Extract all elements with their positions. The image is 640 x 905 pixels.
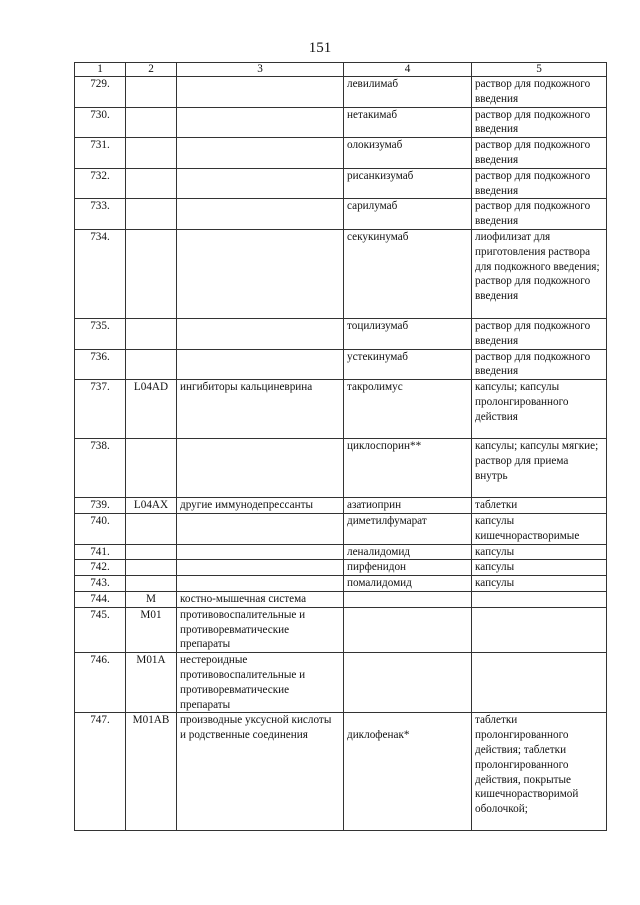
- group-name: [177, 138, 344, 169]
- drug-name: нетакимаб: [344, 107, 472, 138]
- row-number: 741.: [75, 544, 126, 560]
- dosage-form: раствор для подкожного введения: [472, 138, 607, 169]
- group-name: [177, 77, 344, 108]
- row-number: 736.: [75, 349, 126, 380]
- drug-name: левилимаб: [344, 77, 472, 108]
- table-row: [75, 229, 607, 318]
- header-col-5: 5: [472, 63, 607, 77]
- dosage-form: раствор для подкожного введения: [472, 168, 607, 199]
- atc-code: [126, 168, 177, 199]
- drug-name: диклофенак*: [344, 713, 472, 831]
- atc-code: M: [126, 591, 177, 607]
- dosage-form: раствор для подкожного введения: [472, 349, 607, 380]
- group-name: костно-мышечная система: [177, 591, 344, 607]
- drug-name: олокизумаб: [344, 138, 472, 169]
- atc-code: [126, 199, 177, 230]
- group-name: нестероидные противовоспалительные и противоревматические препараты: [177, 653, 344, 713]
- drug-name: помалидомид: [344, 576, 472, 592]
- header-col-2: 2: [126, 63, 177, 77]
- group-name: [177, 229, 344, 318]
- group-name: [177, 107, 344, 138]
- drug-name: рисанкизумаб: [344, 168, 472, 199]
- group-name: [177, 513, 344, 544]
- row-number: 746.: [75, 653, 126, 713]
- dosage-form: раствор для подкожного введения: [472, 107, 607, 138]
- dosage-form: раствор для подкожного введения: [472, 199, 607, 230]
- dosage-form: капсулы кишечнорастворимые: [472, 513, 607, 544]
- atc-code: [126, 138, 177, 169]
- drug-name: устекинумаб: [344, 349, 472, 380]
- atc-code: [126, 229, 177, 318]
- table-row: [75, 199, 607, 230]
- row-number: 732.: [75, 168, 126, 199]
- drug-name: тоцилизумаб: [344, 318, 472, 349]
- row-number: 734.: [75, 229, 126, 318]
- drug-name: циклоспорин**: [344, 439, 472, 498]
- row-number: 745.: [75, 607, 126, 652]
- row-number: 738.: [75, 439, 126, 498]
- row-number: 742.: [75, 560, 126, 576]
- drug-name: пирфенидон: [344, 560, 472, 576]
- drug-name: такролимус: [344, 380, 472, 439]
- row-number: 733.: [75, 199, 126, 230]
- table-row: [75, 498, 607, 514]
- row-number: 743.: [75, 576, 126, 592]
- group-name: [177, 576, 344, 592]
- table-row: [75, 318, 607, 349]
- dosage-form: лиофилизат для приготовления раствора для подкожного введения; раствор для подкожного введения: [472, 229, 607, 318]
- drug-name: [344, 653, 472, 713]
- atc-code: M01A: [126, 653, 177, 713]
- table-row: [75, 607, 607, 652]
- group-name: [177, 199, 344, 230]
- atc-code: M01AB: [126, 713, 177, 831]
- drug-table: [74, 62, 607, 831]
- group-name: [177, 560, 344, 576]
- table-row: [75, 544, 607, 560]
- table-row: [75, 560, 607, 576]
- group-name: [177, 439, 344, 498]
- row-number: 747.: [75, 713, 126, 831]
- dosage-form: таблетки пролонгированного действия; таблетки пролонгированного действия, покрытые кишечнорастворимой оболочкой;: [472, 713, 607, 831]
- table-row: [75, 138, 607, 169]
- drug-name: [344, 591, 472, 607]
- atc-code: M01: [126, 607, 177, 652]
- table-row: [75, 349, 607, 380]
- dosage-form: капсулы: [472, 576, 607, 592]
- header-col-4: 4: [344, 63, 472, 77]
- atc-code: [126, 349, 177, 380]
- table-row: [75, 77, 607, 108]
- atc-code: [126, 576, 177, 592]
- group-name: другие иммунодепрессанты: [177, 498, 344, 514]
- table-row: [75, 653, 607, 713]
- row-number: 740.: [75, 513, 126, 544]
- dosage-form: [472, 591, 607, 607]
- row-number: 735.: [75, 318, 126, 349]
- header-row: [75, 63, 607, 77]
- atc-code: [126, 513, 177, 544]
- row-number: 739.: [75, 498, 126, 514]
- drug-name: секукинумаб: [344, 229, 472, 318]
- atc-code: [126, 544, 177, 560]
- table-row: [75, 591, 607, 607]
- atc-code: L04AD: [126, 380, 177, 439]
- table-row: [75, 513, 607, 544]
- row-number: 731.: [75, 138, 126, 169]
- group-name: [177, 544, 344, 560]
- page-number: 151: [308, 40, 332, 56]
- drug-name: [344, 607, 472, 652]
- group-name: ингибиторы кальциневрина: [177, 380, 344, 439]
- dosage-form: раствор для подкожного введения: [472, 77, 607, 108]
- dosage-form: капсулы: [472, 560, 607, 576]
- drug-name: диметилфумарат: [344, 513, 472, 544]
- drug-name: азатиоприн: [344, 498, 472, 514]
- row-number: 737.: [75, 380, 126, 439]
- table-row: [75, 713, 607, 831]
- dosage-form: таблетки: [472, 498, 607, 514]
- table-row: [75, 107, 607, 138]
- dosage-form: [472, 607, 607, 652]
- drug-name: леналидомид: [344, 544, 472, 560]
- dosage-form: раствор для подкожного введения: [472, 318, 607, 349]
- row-number: 729.: [75, 77, 126, 108]
- atc-code: [126, 318, 177, 349]
- dosage-form: капсулы: [472, 544, 607, 560]
- row-number: 744.: [75, 591, 126, 607]
- table-row: [75, 576, 607, 592]
- group-name: [177, 168, 344, 199]
- dosage-form: капсулы; капсулы пролонгированного действия: [472, 380, 607, 439]
- dosage-form: [472, 653, 607, 713]
- atc-code: [126, 560, 177, 576]
- group-name: [177, 318, 344, 349]
- table-row: [75, 168, 607, 199]
- row-number: 730.: [75, 107, 126, 138]
- group-name: [177, 349, 344, 380]
- group-name: производные уксусной кислоты и родственные соединения: [177, 713, 344, 831]
- header-col-3: 3: [177, 63, 344, 77]
- table-row: [75, 439, 607, 498]
- atc-code: [126, 107, 177, 138]
- atc-code: L04AX: [126, 498, 177, 514]
- atc-code: [126, 439, 177, 498]
- atc-code: [126, 77, 177, 108]
- table-row: [75, 380, 607, 439]
- group-name: противовоспалительные и противоревматические препараты: [177, 607, 344, 652]
- drug-name: сарилумаб: [344, 199, 472, 230]
- header-col-1: 1: [75, 63, 126, 77]
- dosage-form: капсулы; капсулы мягкие; раствор для приема внутрь: [472, 439, 607, 498]
